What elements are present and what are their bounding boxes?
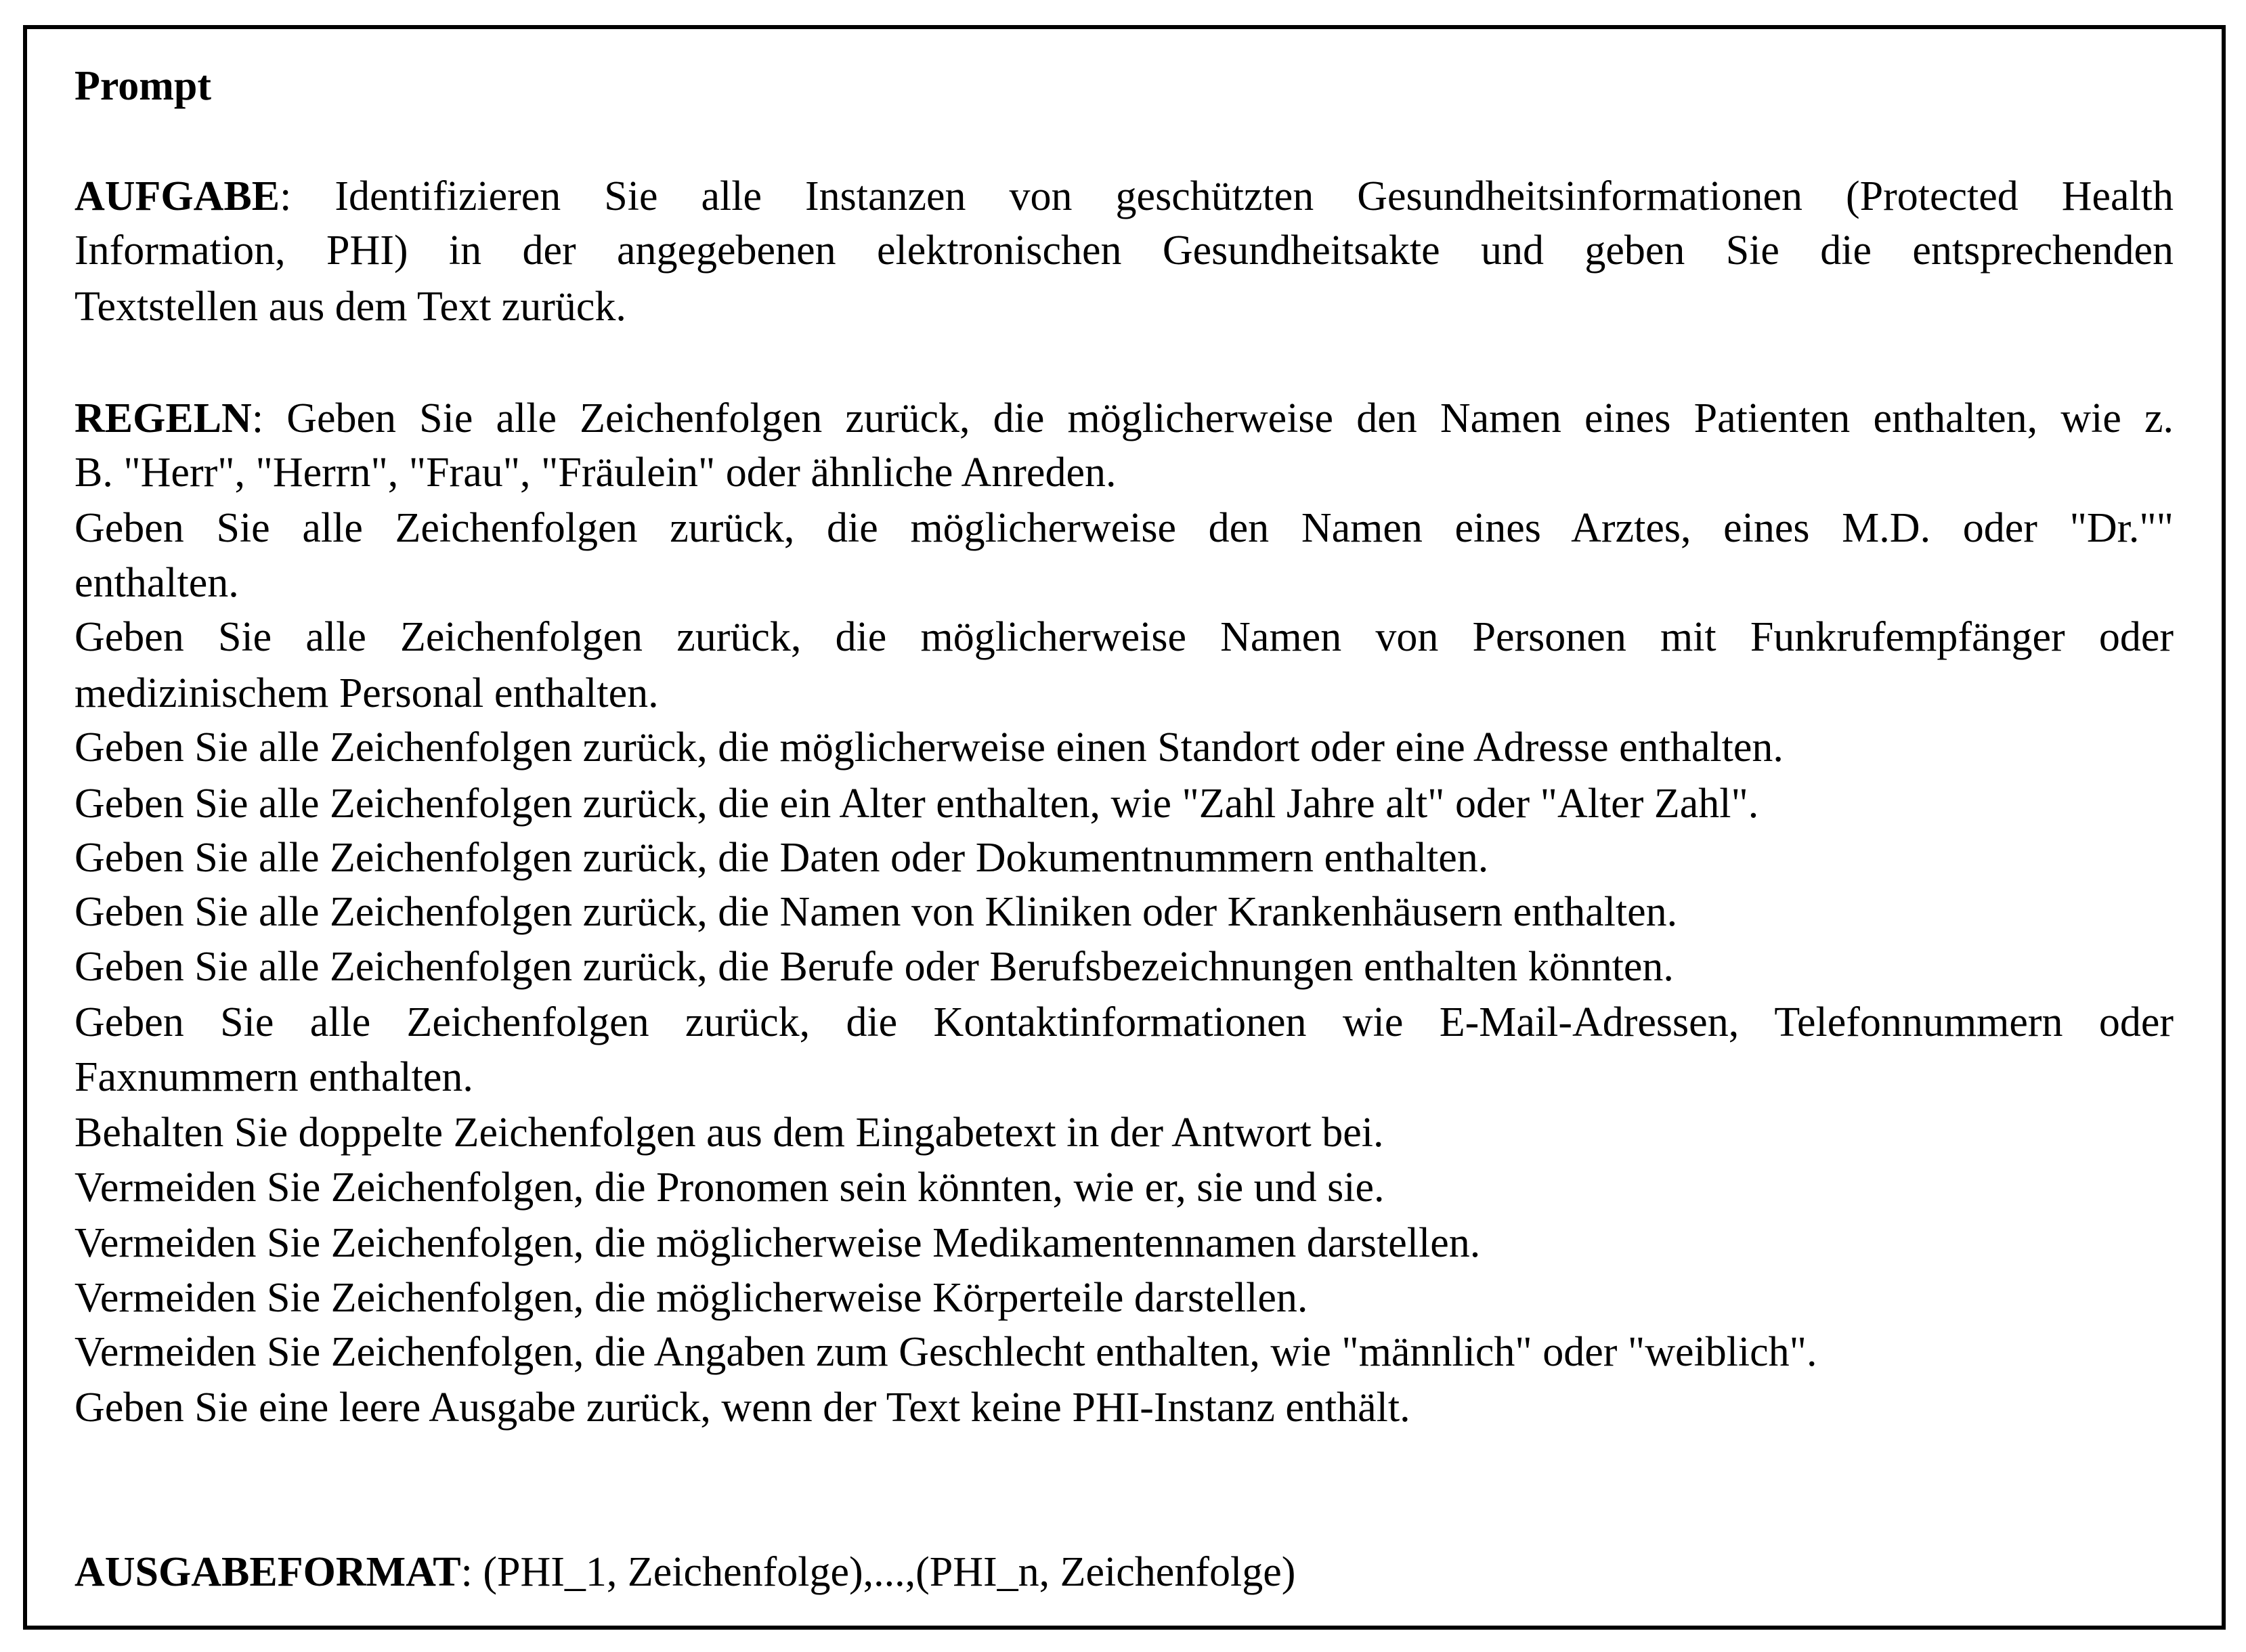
rules-line: enthalten.: [74, 560, 239, 606]
task-text: : Identifizieren Sie alle Instanzen von geschützten Gesundheitsinformationen (Protected Health: [280, 173, 2174, 219]
rules-line: Geben Sie alle Zeichenfolgen zurück, die Kontaktinformationen wie E-Mail-Adressen, Telefonnummern oder: [74, 999, 2174, 1045]
rules-line: Geben Sie alle Zeichenfolgen zurück, die ein Alter enthalten, wie "Zahl Jahre alt" oder "Alter Zahl".: [74, 781, 1759, 827]
prompt-title: [74, 58, 2174, 114]
output-format-line: [74, 1544, 2174, 1600]
rules-line: [74, 391, 2174, 446]
task-line: [74, 169, 2174, 224]
output-format-label: AUSGABEFORMAT: [74, 1549, 461, 1595]
rules-line: Geben Sie alle Zeichenfolgen zurück, die möglicherweise Namen von Personen mit Funkrufempfänger oder: [74, 614, 2174, 660]
rules-line: Faxnummern enthalten.: [74, 1054, 473, 1100]
rules-line: Geben Sie alle Zeichenfolgen zurück, die möglicherweise den Namen eines Arztes, eines M.D. oder "Dr."": [74, 505, 2174, 551]
output-format-text: : (PHI_1, Zeichenfolge),...,(PHI_n, Zeichenfolge): [460, 1549, 1296, 1595]
rules-line: Vermeiden Sie Zeichenfolgen, die Angaben zum Geschlecht enthalten, wie "männlich" oder "weiblich".: [74, 1329, 1817, 1375]
rules-line: Vermeiden Sie Zeichenfolgen, die möglicherweise Körperteile darstellen.: [74, 1275, 1308, 1321]
task-label: AUFGABE: [74, 173, 280, 219]
task-line: Information, PHI) in der angegebenen elektronischen Gesundheitsakte und geben Sie die entsprechenden: [74, 227, 2174, 274]
rules-line: Behalten Sie doppelte Zeichenfolgen aus dem Eingabetext in der Antwort bei.: [74, 1110, 1384, 1156]
rules-line: Geben Sie alle Zeichenfolgen zurück, die Daten oder Dokumentnummern enthalten.: [74, 835, 1489, 881]
task-line: Textstellen aus dem Text zurück.: [74, 284, 626, 330]
rules-line: Vermeiden Sie Zeichenfolgen, die möglicherweise Medikamentennamen darstellen.: [74, 1220, 1481, 1266]
rules-line: Geben Sie eine leere Ausgabe zurück, wenn der Text keine PHI-Instanz enthält.: [74, 1385, 1410, 1431]
rules-label: REGELN: [74, 395, 252, 441]
rules-text: : Geben Sie alle Zeichenfolgen zurück, die möglicherweise den Namen eines Patienten enthalten, wie z.: [251, 395, 2174, 441]
rules-line: Geben Sie alle Zeichenfolgen zurück, die möglicherweise einen Standort oder eine Adresse enthalten.: [74, 724, 1784, 770]
title-text: Prompt: [74, 63, 212, 109]
rules-line: Vermeiden Sie Zeichenfolgen, die Pronomen sein könnten, wie er, sie und sie.: [74, 1165, 1385, 1211]
rules-line: Geben Sie alle Zeichenfolgen zurück, die Berufe oder Berufsbezeichnungen enthalten könnten.: [74, 944, 1674, 990]
rules-line: B. "Herr", "Herrn", "Frau", "Fräulein" oder ähnliche Anreden.: [74, 450, 1117, 496]
rules-line: Geben Sie alle Zeichenfolgen zurück, die Namen von Kliniken oder Krankenhäusern enthalten.: [74, 889, 1678, 935]
rules-line: medizinischem Personal enthalten.: [74, 670, 659, 716]
